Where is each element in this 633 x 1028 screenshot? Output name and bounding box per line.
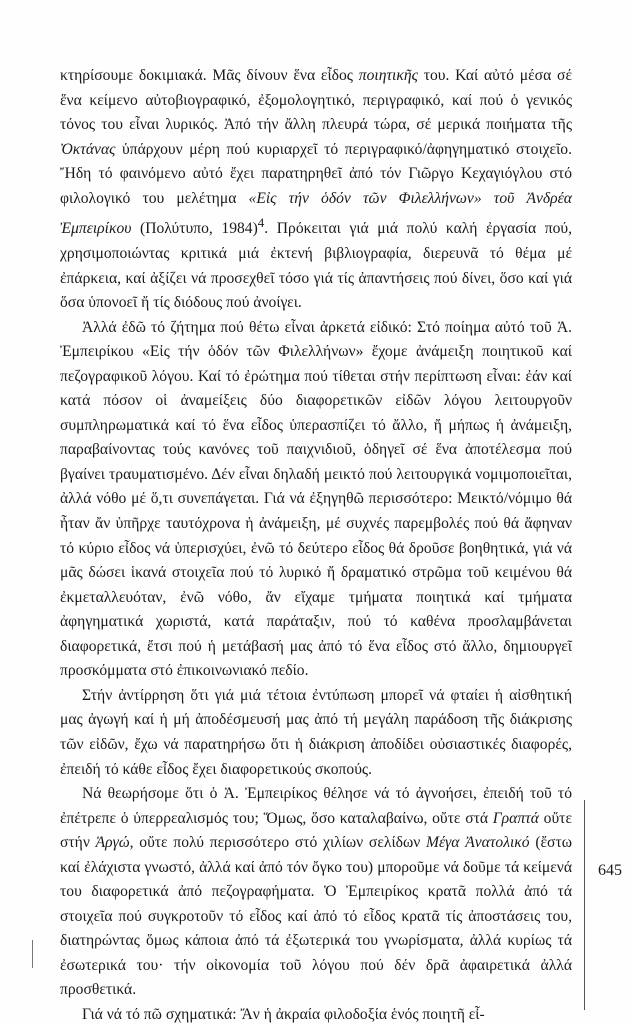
text-run: Ἀλλά ἐδῶ τό ζήτημα πού θέτω εἶναι ἀρκετά εἰδικό: Στό ποίημα αὐτό τοῦ Ἀ. Ἐμπειρίκου «Εἰς τήν ὁδόν τῶν Φιλελλήνων» ἔχομε ἀνάμειξη ποιητικοῦ καί πεζογραφικοῦ λόγου. Καί τό ἐρώτημα πού τίθεται στήν περίπτωση εἶναι: ἐάν καί κατά πόσον οἱ ἀναμείξεις δύο διαφορετικῶν εἰδῶν λόγου λειτουργοῦν συμπληρωματικά καί τό ἕνα εἶδος ὑπερασπίζει τό ἄλλο, ἤ μήπως ἡ ἀνάμειξη, παραβαίνοντας τούς κανόνες τοῦ παιχνιδιοῦ, ὁδηγεῖ σέ ἕνα ἀποτέλεσμα πού βγαίνει τραυματισμένο. Δέν εἶναι δηλαδή μεικτό πού λειτουργικά νομιμοποιεῖται, ἀλλά νόθο μέ ὅ,τι συνεπάγεται. Γιά νά ἐξηγηθῶ περισσότερο: Μεικτό/νόμιμο θά ἦταν ἄν ὑπῆρχε ταυτόχρονα ἡ ἀνάμειξη, μέ συχνές παρεμβολές πού θά ἄφηναν τό κύριο εἶδος νά ὑπερισχύει, ἐνῶ τό δεύτερο εἶδος θά δροῦσε βοηθητικά, γιά νά μᾶς δώσει ἱκανά στοιχεῖα πού τό λυρικό ἤ δραματικό στρῶμα τοῦ κειμένου θά ἐκμεταλλευόταν, ἐνῶ νόθο, ἄν εἴχαμε τμήματα ποιητικά καί τμήματα ἀφηγηματικά χωριστά, κατά παράταξιν, πού τό καθένα προσλαμβάνεται διαφορετικά, ἔτσι πού ἡ μετάβασή μας ἀπό τό ἕνα εἶδος στό ἄλλο, δημιουργεῖ προσκόμματα στό ἐπικοινωνιακό πεδίο. [60, 318, 572, 680]
text-run: του. Καί αὐτό μέσα σέ ἕνα κείμενο αὐτοβιογραφικό, ἐξομολογητικό, περιγραφικό, καί πού ὁ γενικός τόνος του εἶναι λυρικός. Ἀπό τήν ἄλλη πλευρά τώρα, σέ μερικά ποιήματα τῆς [60, 67, 572, 134]
body-text [60, 64, 572, 1028]
text-run: οὔτε στήν [60, 809, 572, 852]
paragraph [60, 782, 572, 1003]
paragraph [60, 316, 572, 684]
text-run: Νά θεωρήσομε ὅτι ὁ Ἀ. Ἐμπειρίκος θέλησε νά τό ἀγνοήσει, ἐπειδή τοῦ τό ἐπέτρεπε ὁ ὑπερρεαλισμός του; Ὅμως, ὅσο καταλαβαίνω, οὔτε στά [60, 785, 572, 827]
paragraph [60, 64, 572, 316]
italic-text: Ὀκτάνας [60, 140, 116, 158]
footnote-ref: 4 [257, 215, 265, 231]
text-run: ὑπάρχουν μέρη πού κυριαρχεῖ τό περιγραφικό/ἀφηγηματικό στοιχεῖο. Ἤδη τό φαινόμενο αὐτό ἔχει παρατηρηθεῖ ἀπό τόν Γιῶργο Κεχαγιόγλου στό φιλολογικό του μελέτημα [60, 140, 572, 207]
text-run: . Πρόκειται γιά μιά πολύ καλή ἐργασία πού, χρησιμοποιώντας κριτικά μιά ἐκτενή βιβλιογραφία, διερευνᾶ τό θέμα μέ ἐπάρκεια, καί ἀξίζει νά προσεχθεῖ τόσο γιά τίς ἀπαντήσεις πού δίνει, ὅσο καί γιά ὅσα ὑπονοεῖ ἤ τίς διόδους πού ἀνοίγει. [60, 220, 572, 312]
text-run: κτηρίσουμε δοκιμιακά. Μᾶς δίνουν ἕνα εἶδος [60, 67, 359, 84]
text-run: Γιά νά τό πῶ σχηματικά: Ἄν ἡ ἀκραία φιλοδοξία ἑνός ποιητῆ εἶ- [82, 1005, 485, 1023]
text-run: , οὔτε πολύ περισσότερο στό χιλίων σελίδων [129, 834, 427, 852]
margin-mark [32, 940, 33, 968]
italic-text: «Εἰς τήν ὁδόν τῶν Φιλελλήνων» τοῦ Ἀνδρέα Ἐμπειρίκου [60, 189, 572, 238]
text-run: Στήν ἀντίρρηση ὅτι γιά μιά τέτοια ἐντύπωση μπορεῖ νά φταίει ἡ αἰσθητική μας ἀγωγή καί ἡ μή ἀποδέσμευσή μας ἀπό τή μεγάλη παράδοση τῆς διάκρισης τῶν εἰδῶν, ἔχω νά παρατηρήσω ὅτι ἡ διάκριση ἀποδίδει οὐσιαστικές διαφορές, ἐπειδή τό κάθε εἶδος ἔχει διαφορετικούς σκοπούς. [60, 686, 572, 778]
paragraph [60, 684, 572, 782]
text-run: (Πολύτυπο, 1984) [131, 220, 258, 238]
italic-text: Γραπτά [492, 809, 539, 827]
italic-text: ποιητικῆς [358, 67, 418, 84]
italic-text: Μέγα Ἀνατολικό [426, 834, 530, 852]
text-run: (ἔστω καί ἐλάχιστα γνωστό, ἀλλά καί ἀπό τόν ὄγκο του) μποροῦμε νά δοῦμε τά κείμενά του διαφορετικά ἀπό πεζογραφήματα. Ὁ Ἐμπειρίκος κρατᾶ πολλά ἀπό τά στοιχεῖα πού συγκροτοῦν τό εἶδος καί ἀπό τό εἶδος κρατᾶ τίς ἀποστάσεις του, διατηρώντας ὅμως κάποια ἀπό τά ἐξωτερικά του γνωρίσματα, ἀλλά κυρίως τά ἐσωτερικά του· τήν οἰκονομία τοῦ λόγου πού δέν δρᾶ ἀφαιρετικά ἀλλά προσθετικά. [60, 834, 572, 999]
page-number: 645 [598, 862, 622, 879]
italic-text: Ἀργώ [95, 834, 130, 852]
vertical-rule [584, 800, 585, 1010]
